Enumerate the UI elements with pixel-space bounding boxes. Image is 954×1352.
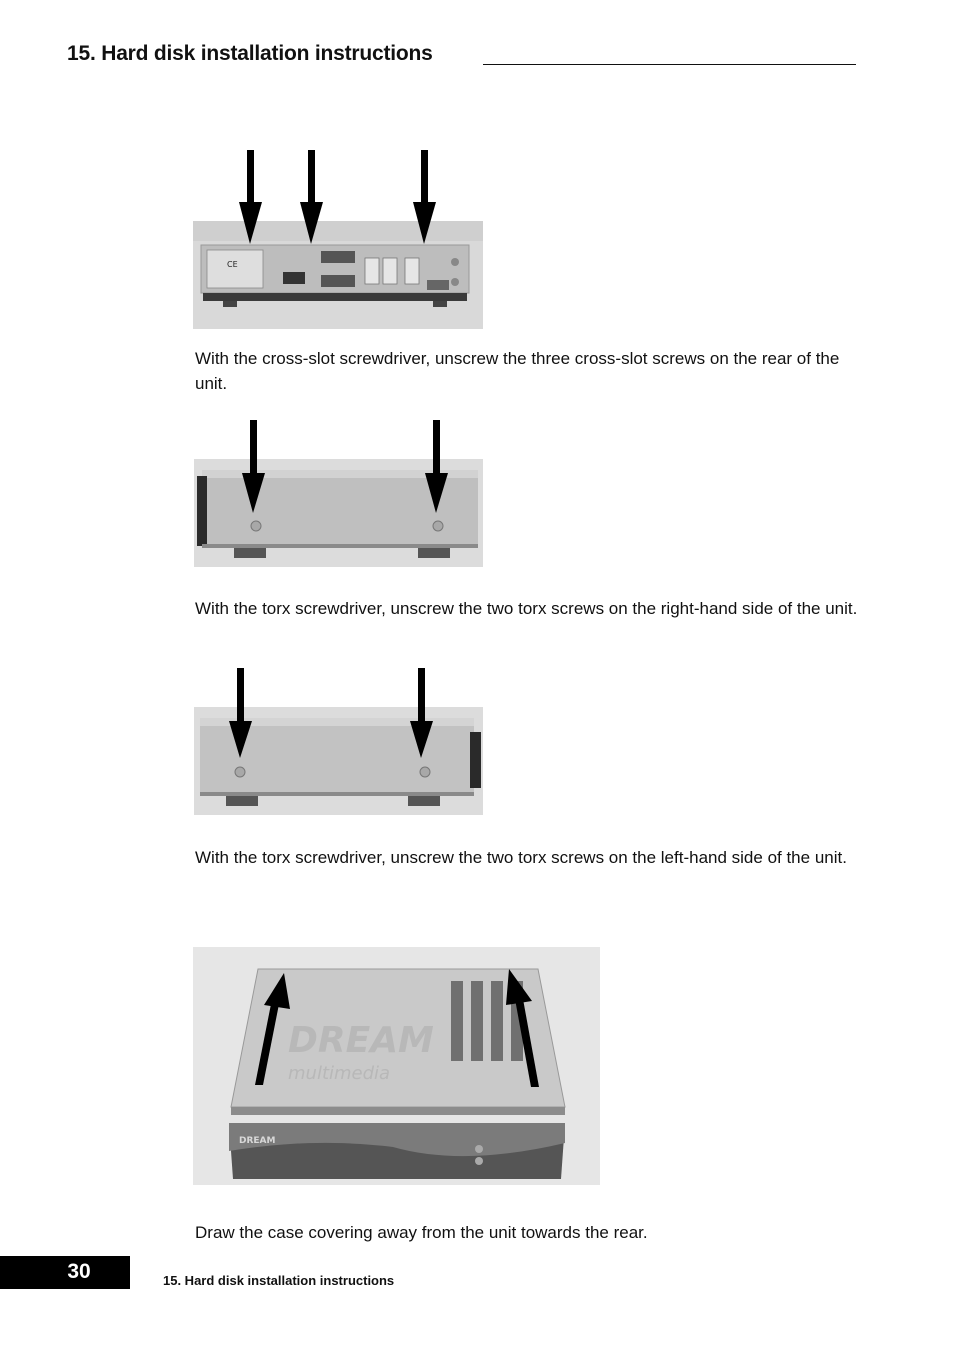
- step-caption: Draw the case covering away from the unit towards the rear.: [195, 1223, 648, 1242]
- page-number: 30: [0, 1256, 130, 1289]
- footer-section-title: 15. Hard disk installation instructions: [163, 1273, 395, 1288]
- case-brand-sub: multimedia: [288, 1063, 391, 1084]
- front-brand-logo: DREAM: [239, 1136, 276, 1146]
- case-brand-logo: DREAM: [288, 1020, 434, 1061]
- page-title: 15. Hard disk installation instructions: [67, 42, 433, 65]
- title-rule: [483, 64, 856, 65]
- rear-ce-label: CE: [227, 260, 238, 269]
- step-caption: With the torx screwdriver, unscrew the two torx screws on the right-hand side of the unit.: [195, 599, 858, 618]
- photo-right-side: [194, 418, 484, 568]
- photo-rear-view: [193, 150, 483, 330]
- step-caption: With the cross-slot screwdriver, unscrew the three cross-slot screws on the rear of the unit.: [195, 349, 840, 393]
- step-caption: With the torx screwdriver, unscrew the two torx screws on the left-hand side of the unit.: [195, 848, 847, 867]
- photo-top-open: [193, 947, 600, 1185]
- photo-left-side: [194, 666, 484, 816]
